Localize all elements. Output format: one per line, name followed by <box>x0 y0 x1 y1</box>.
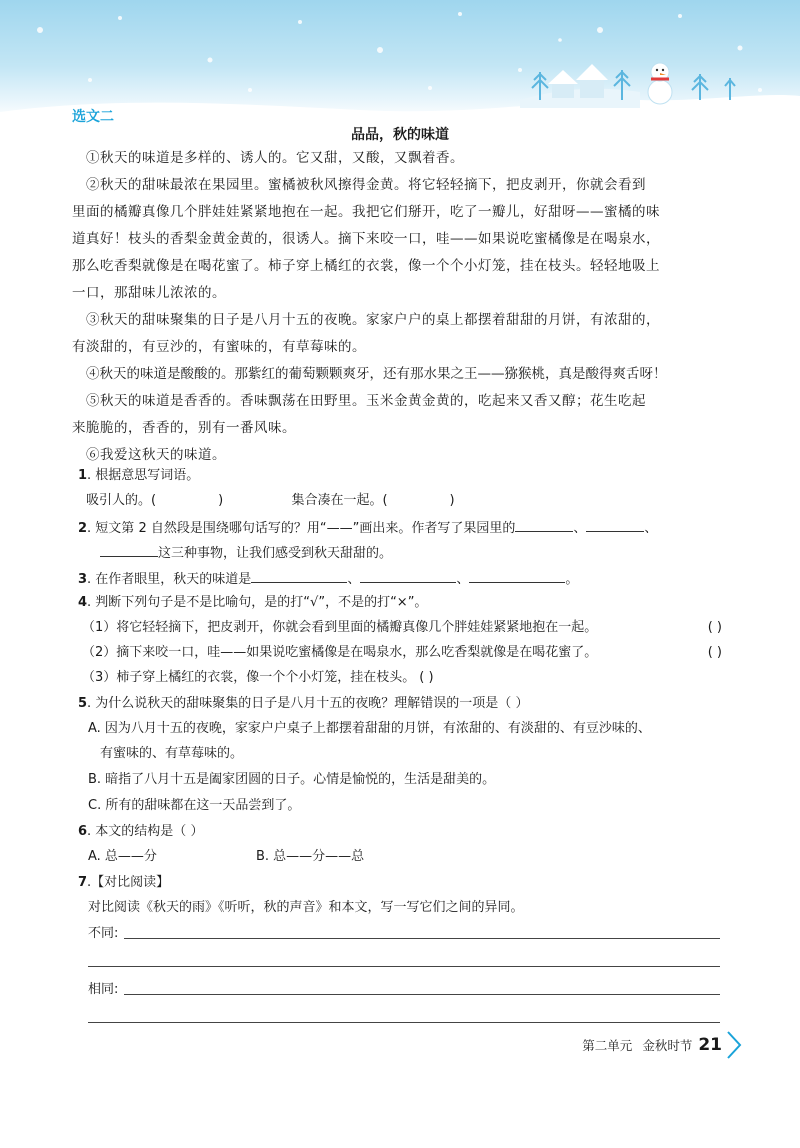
judge-paren[interactable]: ( ) <box>419 670 434 685</box>
section-tag: 选文二 <box>72 109 114 125</box>
passage-line: ③秋天的甜味聚集的日子是八月十五的夜晚。家家户户的桌上都摆着甜甜的月饼，有浓甜的， <box>86 312 660 328</box>
question-6: 6. 本文的结构是（ ） <box>78 824 204 839</box>
answer-blank[interactable] <box>515 517 573 532</box>
option-b[interactable]: B. 总——分——总 <box>256 849 365 864</box>
question-4: 4. 判断下列句子是不是比喻句，是的打“√”，不是的打“×”。 <box>78 595 428 610</box>
answer-blank[interactable] <box>586 517 644 532</box>
page-footer <box>582 1030 722 1060</box>
option-c[interactable]: C. 所有的甜味都在这一天品尝到了。 <box>88 798 301 813</box>
answer-blank[interactable] <box>469 568 565 583</box>
passage-title: 品品，秋的味道 <box>351 127 449 143</box>
question-5: 5. 为什么说秋天的甜味聚集的日子是八月十五的夜晚？理解错误的一项是（ ） <box>78 696 529 711</box>
passage-line: ⑤秋天的味道是香香的。香味飘荡在田野里。玉米金黄金黄的，吃起来又香又醇；花生吃起 <box>86 393 646 409</box>
passage-line: ④秋天的味道是酸酸的。那紫红的葡萄颗颗爽牙，还有那水果之王——猕猴桃，真是酸得爽舌呀！ <box>86 366 667 382</box>
passage-line: 来脆脆的，香香的，别有一番风味。 <box>72 420 296 436</box>
snow-scene-illustration <box>0 0 800 120</box>
answer-line[interactable] <box>124 994 720 995</box>
winter-banner <box>0 0 800 120</box>
answer-blank[interactable] <box>251 568 347 583</box>
option-a[interactable]: A. 总——分 <box>88 849 157 864</box>
judge-paren[interactable]: ( ) <box>707 620 722 635</box>
passage-line: ②秋天的甜味最浓在果园里。蜜橘被秋风擦得金黄。将它轻轻摘下，把皮剥开，你就会看到 <box>86 177 646 193</box>
question-1-answers: 吸引人的。( ) 集合凑在一起。( ) <box>86 493 455 508</box>
answer-blank[interactable] <box>360 568 456 583</box>
question-4-item: （2）摘下来咬一口，哇——如果说吃蜜橘像是在喝泉水，那么吃香梨就像是在喝花蜜了。 ( ) <box>82 643 722 663</box>
option-a[interactable]: A. 因为八月十五的夜晚，家家户户桌子上都摆着甜甜的月饼，有浓甜的、有淡甜的、有豆沙味的、 <box>88 721 651 736</box>
page-number: 21 <box>698 1035 722 1055</box>
passage-line: ⑥我爱这秋天的味道。 <box>86 447 226 463</box>
option-b[interactable]: B. 暗指了八月十五是阖家团圆的日子。心情是愉悦的，生活是甜美的。 <box>88 772 496 787</box>
passage-line: 有淡甜的，有豆沙的，有蜜味的，有草莓味的。 <box>72 339 366 355</box>
answer-line[interactable] <box>88 1022 720 1023</box>
passage-line: 道真好！枝头的香梨金黄金黄的，很诱人。摘下来咬一口，哇——如果说吃蜜橘像是在喝泉水， <box>72 231 660 247</box>
series-label: 金秋时节 <box>642 1038 693 1053</box>
question-4-item: （3）柿子穿上橘红的衣裳，像一个个小灯笼，挂在枝头。 ( ) <box>82 670 434 685</box>
question-7: 7.【对比阅读】 <box>78 875 170 890</box>
diff-label: 不同: <box>88 926 119 941</box>
question-4-item: （1）将它轻轻摘下，把皮剥开，你就会看到里面的橘瓣真像几个胖娃娃紧紧地抱在一起。 ( ) <box>82 618 722 638</box>
question-2: 2. 短文第 2 自然段是围绕哪句话写的？用“——”画出来。作者写了果园里的 、 、 <box>78 517 728 539</box>
passage-line: 一口，那甜味儿浓浓的。 <box>72 285 226 301</box>
question-2-cont: 这三种事物，让我们感受到秋天甜甜的。 <box>100 542 750 564</box>
passage-line: 那么吃香梨就像是在喝花蜜了。柿子穿上橘红的衣裳，像一个个小灯笼，挂在枝头。轻轻地吸上 <box>72 258 660 274</box>
chevron-right-icon <box>726 1030 744 1060</box>
question-1: 1. 根据意思写词语。 <box>78 468 200 483</box>
answer-blank[interactable] <box>100 542 158 557</box>
passage-line: ①秋天的味道是多样的、诱人的。它又甜，又酸，又飘着香。 <box>86 150 464 166</box>
judge-paren[interactable]: ( ) <box>707 645 722 660</box>
answer-line[interactable] <box>124 938 720 939</box>
same-label: 相同: <box>88 982 119 997</box>
question-7-prompt: 对比阅读《秋天的雨》《听听，秋的声音》和本文，写一写它们之间的异同。 <box>88 900 524 915</box>
passage-line: 里面的橘瓣真像几个胖娃娃紧紧地抱在一起。我把它们掰开，吃了一瓣儿，好甜呀——蜜橘的味 <box>72 204 660 220</box>
unit-label: 第二单元 <box>582 1038 633 1053</box>
snowman-icon <box>648 63 672 104</box>
question-3: 3. 在作者眼里，秋天的味道是 、 、 。 <box>78 568 728 590</box>
answer-line[interactable] <box>88 966 720 967</box>
option-a-cont: 有蜜味的、有草莓味的。 <box>100 746 244 761</box>
